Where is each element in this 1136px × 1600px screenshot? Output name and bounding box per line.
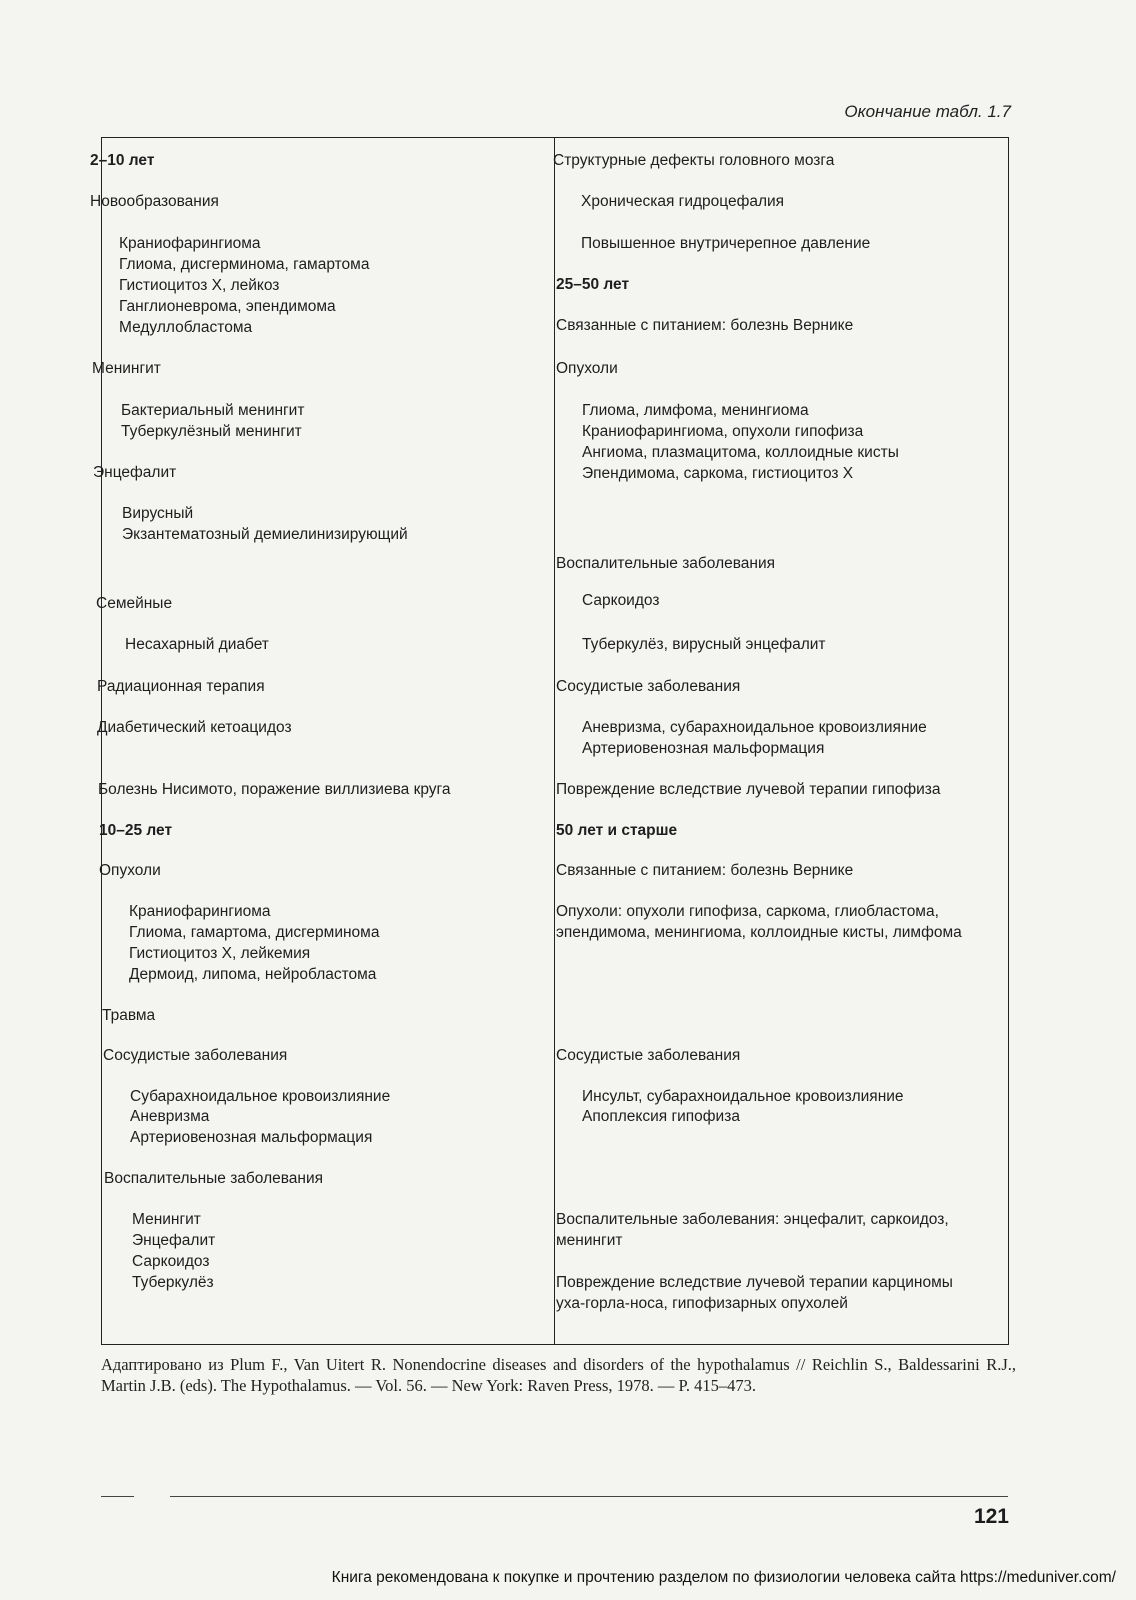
right-row: Глиома, лимфома, менингиома xyxy=(582,402,809,419)
page-number: 121 xyxy=(973,1505,1009,1528)
left-row: Опухоли xyxy=(99,862,161,879)
right-row: Сосудистые заболевания xyxy=(556,1047,741,1064)
left-row: Медуллобластома xyxy=(119,319,253,336)
right-row: 25–50 лет xyxy=(556,276,630,293)
left-row: Субарахноидальное кровоизлияние xyxy=(130,1088,391,1105)
left-row: Аневризма xyxy=(130,1108,210,1125)
left-row: Болезнь Нисимото, поражение виллизиева круга xyxy=(98,781,451,798)
disease-table xyxy=(90,137,1009,1345)
right-row: Опухоли xyxy=(556,360,618,377)
right-row: Связанные с питанием: болезнь Вернике xyxy=(556,317,854,334)
footer-rule-left xyxy=(101,1496,134,1497)
left-row: Краниофарингиома xyxy=(119,235,261,252)
left-row: Сосудистые заболевания xyxy=(103,1047,288,1064)
left-row: Энцефалит xyxy=(132,1232,216,1249)
left-row: Несахарный диабет xyxy=(125,636,269,653)
right-row: Артериовенозная мальформация xyxy=(582,740,825,757)
left-row: Ганглионеврома, эпендимома xyxy=(119,298,336,315)
left-row: Вирусный xyxy=(122,505,194,522)
left-row: Бактериальный менингит xyxy=(121,402,305,419)
left-row: Краниофарингиома xyxy=(129,903,271,920)
right-row: Эпендимома, саркома, гистиоцитоз Х xyxy=(582,465,854,482)
left-row: Радиационная терапия xyxy=(97,678,265,695)
site-footer: Книга рекомендована к покупке и прочтению разделом по физиологии человека сайта https://meduniver.com/ xyxy=(331,1569,1116,1586)
right-row: Ангиома, плазмацитома, коллоидные кисты xyxy=(582,444,899,461)
right-row: Повреждение вследствие лучевой терапии карциномы уха-горла-носа, гипофизарных опухолей xyxy=(556,1274,953,1312)
right-row: Сосудистые заболевания xyxy=(556,678,741,695)
left-row: Менингит xyxy=(92,360,161,377)
left-row: Глиома, дисгерминома, гамартома xyxy=(119,256,370,273)
left-row: Глиома, гамартома, дисгерминома xyxy=(129,924,380,941)
footer-rule-right xyxy=(170,1496,1008,1497)
right-row: Повышенное внутричерепное давление xyxy=(581,235,871,252)
left-row: Менингит xyxy=(132,1211,201,1228)
left-row: Семейные xyxy=(96,595,173,612)
right-row: Инсульт, субарахноидальное кровоизлияние xyxy=(582,1088,904,1105)
right-row: Воспалительные заболевания xyxy=(556,555,776,572)
right-row: Апоплексия гипофиза xyxy=(582,1108,740,1125)
left-row: Туберкулёз xyxy=(132,1274,214,1291)
left-row: Новообразования xyxy=(90,193,219,210)
right-row: Саркоидоз xyxy=(582,592,660,609)
left-row: 10–25 лет xyxy=(99,822,173,839)
right-row: Опухоли: опухоли гипофиза, саркома, глиобластома, эпендимома, менингиома, коллоидные кисты, лимфома xyxy=(556,903,962,941)
column-divider xyxy=(554,138,555,1344)
left-row: 2–10 лет xyxy=(90,152,155,169)
left-row: Воспалительные заболевания xyxy=(104,1170,324,1187)
left-row: Травма xyxy=(102,1007,156,1024)
right-row: Связанные с питанием: болезнь Вернике xyxy=(556,862,854,879)
right-row: Структурные дефекты головного мозга xyxy=(553,152,835,169)
right-row: Аневризма, субарахноидальное кровоизлияние xyxy=(582,719,927,736)
left-row: Экзантематозный демиелинизирующий xyxy=(122,526,408,543)
right-row: Туберкулёз, вирусный энцефалит xyxy=(582,636,826,653)
left-row: Дермоид, липома, нейробластома xyxy=(129,966,377,983)
left-row: Артериовенозная мальформация xyxy=(130,1129,373,1146)
left-row: Гистиоцитоз Х, лейкоз xyxy=(119,277,280,294)
left-row: Гистиоцитоз Х, лейкемия xyxy=(129,945,311,962)
right-row: Краниофарингиома, опухоли гипофиза xyxy=(582,423,864,440)
right-row: 50 лет и старше xyxy=(556,822,678,839)
left-row: Саркоидоз xyxy=(132,1253,210,1270)
right-row: Хроническая гидроцефалия xyxy=(581,193,785,210)
source-note: Адаптировано из Plum F., Van Uitert R. Nonendocrine diseases and disorders of the hypothalamus // Reichlin S., Baldessarini R.J., Martin J.B. (eds). The Hypothalamus. — Vol. 56. — New York: Raven Press, 1978. — P. 415–473. xyxy=(101,1355,1016,1395)
left-row: Диабетический кетоацидоз xyxy=(97,719,292,736)
right-row: Повреждение вследствие лучевой терапии гипофиза xyxy=(556,781,941,798)
left-row: Энцефалит xyxy=(93,464,177,481)
table-caption: Окончание табл. 1.7 xyxy=(844,102,1011,121)
left-row: Туберкулёзный менингит xyxy=(121,423,302,440)
right-row: Воспалительные заболевания: энцефалит, саркоидоз, менингит xyxy=(556,1211,949,1249)
